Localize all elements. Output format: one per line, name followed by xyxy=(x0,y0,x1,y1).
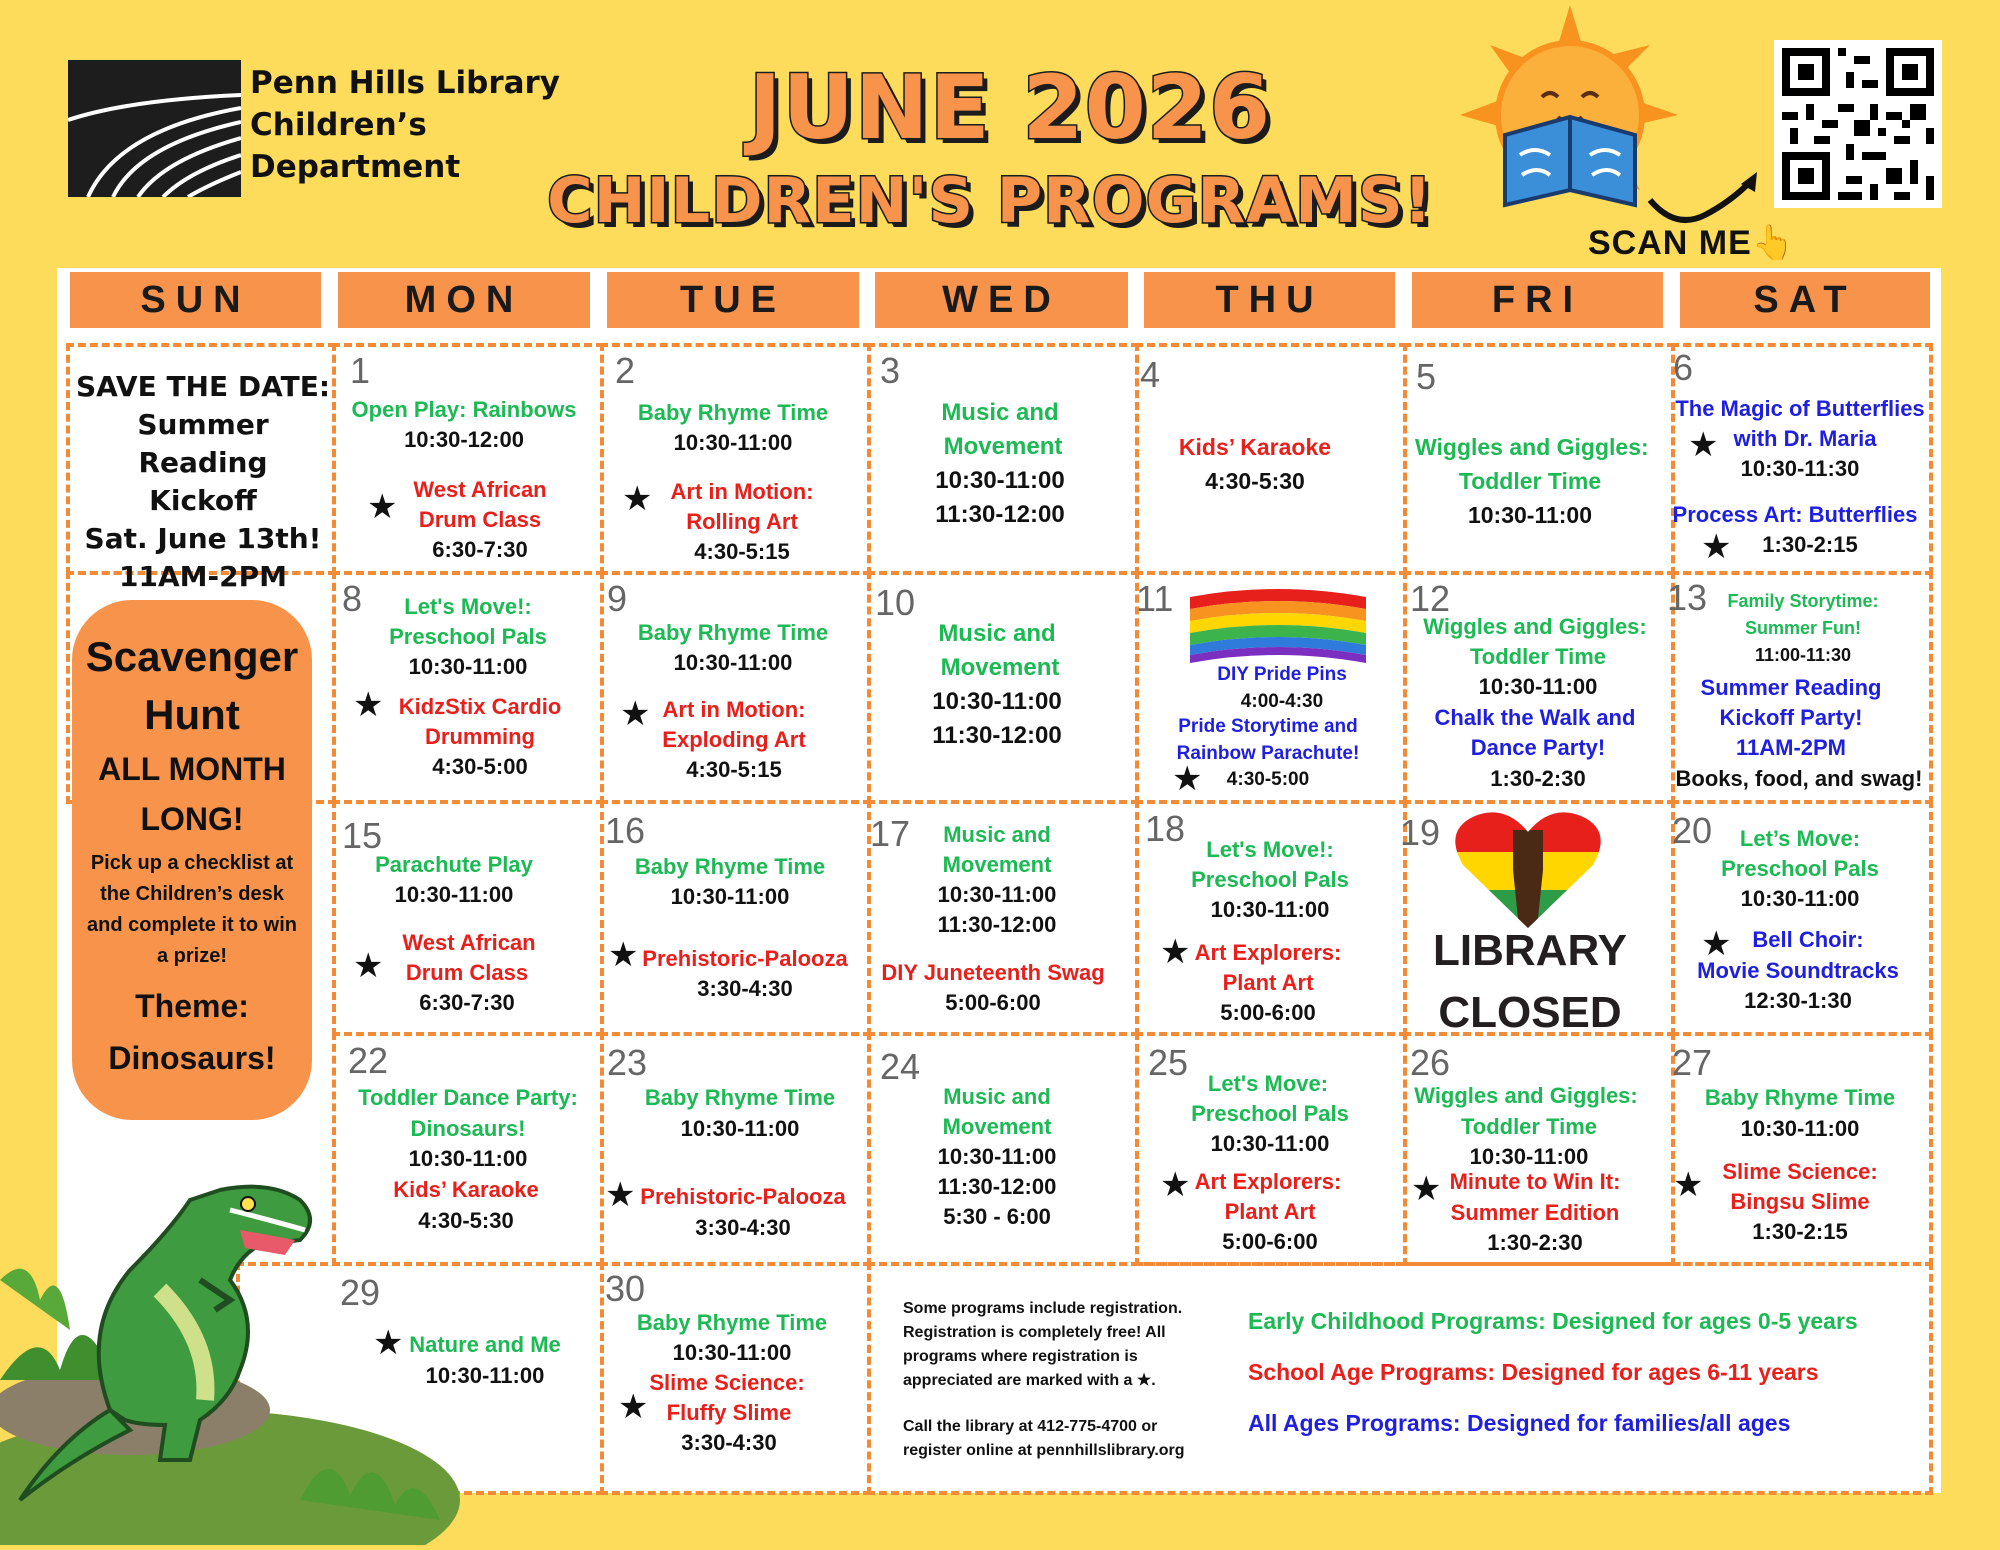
star-icon: ★ xyxy=(1411,1170,1442,1208)
event-title: Let's Move!: xyxy=(1206,837,1334,862)
event-title: Let’s Move: xyxy=(1739,826,1861,851)
weekday-header: WED xyxy=(875,272,1128,328)
scavenger-hunt-panel xyxy=(72,600,312,1120)
star-icon: ★ xyxy=(353,947,384,985)
day-number: 13 xyxy=(1667,577,1708,618)
event-title: Wiggles and Giggles: xyxy=(1423,614,1647,639)
event-title: Slime Science: xyxy=(649,1370,805,1395)
star-icon: ★ xyxy=(608,936,639,974)
weekday-header: TUE xyxy=(607,272,859,328)
scan-me-label: SCAN ME👆 xyxy=(1588,224,1796,262)
event-title: Bell Choir: xyxy=(1752,927,1864,952)
info-line: Some programs include registration. xyxy=(903,1300,1183,1317)
event-time: 4:30-5:00 xyxy=(1226,769,1310,790)
event-time: 1:30-2:15 xyxy=(1752,1219,1848,1244)
event-time: 10:30-11:00 xyxy=(394,882,514,907)
event-title: 11AM-2PM xyxy=(1735,735,1847,760)
star-icon: ★ xyxy=(1160,933,1191,971)
event-time: 11:30-12:00 xyxy=(935,501,1065,528)
event-title: Rolling Art xyxy=(686,509,798,534)
weekday-header: THU xyxy=(1144,272,1395,328)
event-time: 1:30-2:30 xyxy=(1487,1230,1583,1255)
day-number: 18 xyxy=(1145,808,1186,849)
event-time: 4:30-5:30 xyxy=(418,1208,514,1233)
event-title: Art Explorers: xyxy=(1194,1169,1342,1194)
event-time: 5:30 - 6:00 xyxy=(943,1204,1051,1229)
event-title: KidzStix Cardio xyxy=(398,694,562,719)
event-time: 5:00-6:00 xyxy=(1222,1229,1318,1254)
save-date-line: 11AM-2PM xyxy=(119,560,287,593)
day-number: 8 xyxy=(342,578,363,619)
event-title: Open Play: Rainbows xyxy=(351,397,577,422)
event-title: Summer Fun! xyxy=(1744,618,1861,638)
day-number: 30 xyxy=(605,1268,646,1309)
event-title: Family Storytime: xyxy=(1727,591,1879,611)
event-time: 10:30-11:00 xyxy=(680,1116,800,1141)
event-time: 10:30-11:00 xyxy=(673,650,793,675)
save-the-date xyxy=(68,368,338,596)
event-title: Baby Rhyme Time xyxy=(1704,1085,1896,1110)
weekday-header: MON xyxy=(338,272,590,328)
event-title: Prehistoric-Palooza xyxy=(640,1184,846,1209)
event-time: 12:30-1:30 xyxy=(1744,988,1852,1013)
star-icon: ★ xyxy=(353,686,384,724)
event-time: 3:30-4:30 xyxy=(697,976,793,1001)
hunt-title-line: Scavenger xyxy=(85,633,299,680)
day-number: 19 xyxy=(1400,812,1441,853)
event-time: 10:30-11:00 xyxy=(670,884,790,909)
event-title: Music and xyxy=(943,822,1051,847)
event-time: 10:30-11:00 xyxy=(425,1363,545,1388)
event-title: Music and xyxy=(943,1084,1051,1109)
event-note: Books, food, and swag! xyxy=(1675,766,1923,791)
event-time: 10:30-11:00 xyxy=(408,1146,528,1171)
legend-school-age: School Age Programs: Designed for ages 6-11 years xyxy=(1248,1359,1819,1385)
event-title: Process Art: Butterflies xyxy=(1672,502,1918,527)
legend-all-ages: All Ages Programs: Designed for families/all ages xyxy=(1248,1410,1791,1436)
event-title: Preschool Pals xyxy=(389,624,547,649)
weekday-header: SAT xyxy=(1680,272,1930,328)
day-number: 4 xyxy=(1140,354,1161,395)
event-title: Baby Rhyme Time xyxy=(644,1085,836,1110)
event-time: 3:30-4:30 xyxy=(681,1430,777,1455)
event-title: Baby Rhyme Time xyxy=(637,620,829,645)
event-title: Fluffy Slime xyxy=(666,1400,792,1425)
event-time: 5:00-6:00 xyxy=(1220,1000,1316,1025)
day-number: 10 xyxy=(875,582,916,623)
event-title: Preschool Pals xyxy=(1191,867,1349,892)
event-time: 6:30-7:30 xyxy=(432,537,528,562)
event-time: 5:00-6:00 xyxy=(945,990,1041,1015)
event-time: 10:30-11:00 xyxy=(932,688,1062,715)
event-title: Dinosaurs! xyxy=(410,1116,526,1141)
star-icon: ★ xyxy=(1701,925,1732,963)
event-time: 10:30-11:00 xyxy=(1478,674,1598,699)
event-title: Let's Move: xyxy=(1207,1071,1329,1096)
event-title: Let's Move!: xyxy=(404,594,532,619)
event-title: Movement xyxy=(942,852,1052,877)
library-logo-icon xyxy=(68,60,241,197)
day-number: 16 xyxy=(605,810,646,851)
event-title: Plant Art xyxy=(1222,970,1314,995)
hunt-details-line: the Children’s desk xyxy=(100,883,284,905)
day-number: 2 xyxy=(615,350,636,391)
day-number: 22 xyxy=(348,1040,389,1081)
page-subtitle: CHILDREN'S PROGRAMS! xyxy=(547,164,1433,237)
library-closed xyxy=(1400,920,1660,1044)
star-icon: ★ xyxy=(1160,1166,1191,1204)
info-line: programs where registration is xyxy=(903,1348,1138,1365)
event-title: Toddler Dance Party: xyxy=(358,1085,578,1110)
event-title: Toddler Time xyxy=(1458,468,1602,494)
event-title: Movie Soundtracks xyxy=(1697,958,1899,983)
hunt-theme-line: Theme: xyxy=(135,988,249,1024)
event-title: with Dr. Maria xyxy=(1733,426,1877,451)
info-line: Registration is completely free! All xyxy=(903,1324,1166,1341)
hunt-title xyxy=(72,628,312,744)
event-title: Bingsu Slime xyxy=(1730,1189,1870,1214)
event-title: Drumming xyxy=(425,724,535,749)
event-title: Kickoff Party! xyxy=(1719,705,1863,730)
event-time: 11:30-12:00 xyxy=(932,722,1062,749)
event-time: 4:30-5:30 xyxy=(1205,468,1305,494)
event-time: 10:30-11:00 xyxy=(937,1144,1057,1169)
day-number: 25 xyxy=(1148,1042,1189,1083)
event-time: 10:30-11:00 xyxy=(1210,1131,1330,1156)
event-time: 10:30-11:00 xyxy=(1210,897,1330,922)
event-title: Rainbow Parachute! xyxy=(1176,743,1360,764)
day-number: 1 xyxy=(350,350,371,391)
event-time: 4:30-5:00 xyxy=(432,754,528,779)
event-time: 11:30-12:00 xyxy=(937,912,1057,937)
event-title: Slime Science: xyxy=(1722,1159,1878,1184)
day-number: 3 xyxy=(880,350,901,391)
event-title: Art in Motion: xyxy=(670,479,814,504)
event-title: Music and xyxy=(938,620,1056,647)
event-title: Minute to Win It: xyxy=(1449,1169,1621,1194)
event-time: 10:30-11:00 xyxy=(672,1340,792,1365)
hunt-details-line: and complete it to win xyxy=(86,914,297,936)
juneteenth-heart-icon xyxy=(1455,810,1601,928)
event-title: Movement xyxy=(943,433,1063,460)
event-title: Kids’ Karaoke xyxy=(393,1177,539,1202)
event-time: 4:00-4:30 xyxy=(1240,691,1324,712)
event-title: Plant Art xyxy=(1224,1199,1316,1224)
hunt-subtitle xyxy=(72,744,312,844)
event-title: West African xyxy=(413,477,547,502)
day-number: 11 xyxy=(1136,578,1174,619)
event-time: 10:30-11:00 xyxy=(935,467,1065,494)
save-date-line: Summer Reading xyxy=(137,408,269,479)
legend-early-childhood: Early Childhood Programs: Designed for ages 0-5 years xyxy=(1248,1308,1858,1334)
event-time: 10:30-11:00 xyxy=(408,654,528,679)
event-time: 10:30-11:00 xyxy=(673,430,793,455)
star-icon: ★ xyxy=(622,480,653,518)
event-title: Drum Class xyxy=(418,507,542,532)
hunt-title-line: Hunt xyxy=(144,691,240,738)
save-date-line: Sat. June 13th! xyxy=(84,522,322,555)
day-number: 23 xyxy=(607,1042,648,1083)
page-title: JUNE 2026 xyxy=(748,56,1272,159)
event-title: Nature and Me xyxy=(409,1332,561,1357)
event-title: Art in Motion: xyxy=(662,697,806,722)
event-time: 11:30-12:00 xyxy=(937,1174,1057,1199)
star-icon: ★ xyxy=(367,488,398,526)
save-date-line: Kickoff xyxy=(149,484,257,517)
event-title: Art Explorers: xyxy=(1194,940,1342,965)
event-title: Chalk the Walk and xyxy=(1434,705,1636,730)
star-icon: ★ xyxy=(605,1176,636,1214)
event-time: 4:30-5:15 xyxy=(694,539,790,564)
day-number: 9 xyxy=(607,578,628,619)
event-title: Movement xyxy=(942,1114,1052,1139)
event-time: 10:30-11:00 xyxy=(1740,1116,1860,1141)
day-number: 15 xyxy=(342,815,383,856)
event-time: 10:30-11:00 xyxy=(1467,502,1593,528)
registration-info xyxy=(903,1297,1223,1463)
hunt-theme xyxy=(72,980,312,1084)
event-time: 1:30-2:30 xyxy=(1490,766,1586,791)
event-title: Summer Edition xyxy=(1450,1200,1620,1225)
star-icon: ★ xyxy=(1673,1166,1704,1204)
info-line: register online at pennhillslibrary.org xyxy=(903,1442,1185,1459)
hunt-theme-line: Dinosaurs! xyxy=(108,1040,276,1076)
event-time: 10:30-11:00 xyxy=(1740,886,1860,911)
info-line: appreciated are marked with a ★. xyxy=(903,1372,1156,1389)
event-title: Movement xyxy=(940,654,1060,681)
weekday-header: SUN xyxy=(70,272,321,328)
event-title: West African xyxy=(402,930,536,955)
event-title: Wiggles and Giggles: xyxy=(1415,434,1649,460)
star-icon: ★ xyxy=(1701,528,1732,566)
event-time: 10:30-11:00 xyxy=(1469,1144,1589,1169)
event-time: 1:30-2:15 xyxy=(1762,532,1858,557)
star-icon: ★ xyxy=(1172,760,1203,798)
event-title: Preschool Pals xyxy=(1191,1101,1349,1126)
info-line: Call the library at 412-775-4700 or xyxy=(903,1418,1158,1435)
event-time: 4:30-5:15 xyxy=(686,757,782,782)
event-time: 10:30-11:00 xyxy=(937,882,1057,907)
event-time: 10:30-11:30 xyxy=(1740,456,1860,481)
day-number: 20 xyxy=(1672,810,1713,851)
event-title: Kids’ Karaoke xyxy=(1178,434,1332,460)
event-title: DIY Pride Pins xyxy=(1217,664,1347,685)
event-title: Baby Rhyme Time xyxy=(636,1310,828,1335)
event-title: Dance Party! xyxy=(1470,735,1606,760)
event-time: 10:30-12:00 xyxy=(404,427,524,452)
closed-line: CLOSED xyxy=(1438,988,1622,1037)
event-title: Exploding Art xyxy=(662,727,806,752)
hunt-details xyxy=(72,848,312,972)
event-time: 11:00-11:30 xyxy=(1754,645,1852,665)
event-title: Baby Rhyme Time xyxy=(637,400,829,425)
day-number: 27 xyxy=(1672,1042,1713,1083)
hunt-subtitle-line: ALL MONTH xyxy=(98,751,286,787)
logo-line: Penn Hills Library xyxy=(250,65,561,101)
star-icon: ★ xyxy=(620,695,651,733)
day-number: 29 xyxy=(340,1272,381,1313)
hunt-details-line: a prize! xyxy=(156,945,228,967)
day-number: 5 xyxy=(1416,356,1437,397)
event-title: Prehistoric-Palooza xyxy=(642,946,848,971)
qr-code-icon[interactable] xyxy=(1774,40,1942,208)
event-time: 6:30-7:30 xyxy=(419,990,515,1015)
event-title: Baby Rhyme Time xyxy=(634,854,826,879)
event-time: 3:30-4:30 xyxy=(695,1215,791,1240)
event-title: Toddler Time xyxy=(1460,1114,1598,1139)
day-number: 24 xyxy=(880,1046,921,1087)
event-title: DIY Juneteenth Swag xyxy=(881,960,1105,985)
day-number: 6 xyxy=(1673,347,1694,388)
logo-line: Department xyxy=(250,149,461,185)
logo-line: Children’s xyxy=(250,107,427,143)
event-title: Summer Reading xyxy=(1700,675,1882,700)
event-title: Toddler Time xyxy=(1469,644,1607,669)
star-icon: ★ xyxy=(1688,426,1719,464)
event-title: Pride Storytime and xyxy=(1178,716,1358,737)
day-number: 17 xyxy=(870,813,911,854)
event-title: Wiggles and Giggles: xyxy=(1414,1083,1638,1108)
event-title: Drum Class xyxy=(405,960,529,985)
weekday-header: FRI xyxy=(1412,272,1663,328)
closed-line: LIBRARY xyxy=(1433,926,1627,975)
event-title: Preschool Pals xyxy=(1721,856,1879,881)
event-title: Parachute Play xyxy=(375,852,533,877)
day-number: 12 xyxy=(1410,578,1451,619)
hunt-details-line: Pick up a checklist at xyxy=(90,852,294,874)
day-number: 26 xyxy=(1410,1042,1451,1083)
star-icon: ★ xyxy=(618,1388,649,1426)
event-title: Music and xyxy=(941,399,1059,426)
event-title: The Magic of Butterflies xyxy=(1675,396,1925,421)
hunt-subtitle-line: LONG! xyxy=(140,801,244,837)
rainbow-icon xyxy=(1190,585,1366,663)
save-date-line: SAVE THE DATE: xyxy=(75,370,331,403)
star-icon: ★ xyxy=(373,1324,404,1362)
